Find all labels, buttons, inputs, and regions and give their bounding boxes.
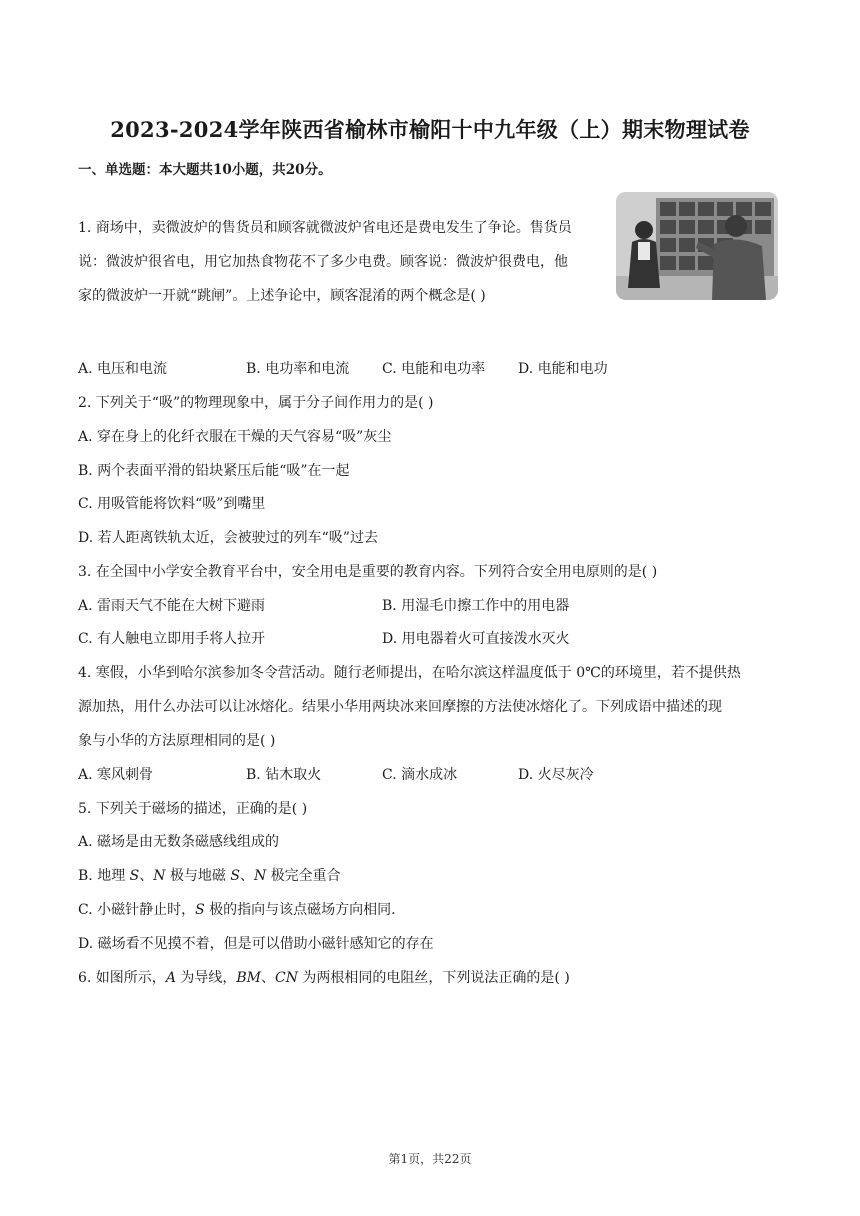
q4-line2: 源加热，用什么办法可以让冰熔化。结果小华用两块冰来回摩擦的方法使冰熔化了。下列成语中描述的现	[78, 699, 722, 715]
page-footer: 第1页，共22页	[388, 1152, 472, 1166]
q1-option-b[interactable]: B. 电功率和电流	[246, 361, 350, 377]
q6-text-1: 6. 如图所示，	[78, 970, 166, 986]
q3-option-d[interactable]: D. 用电器着火可直接泼水灭火	[382, 631, 570, 647]
q2-option-d[interactable]: D. 若人距离铁轨太近，会被驶过的列车“吸”过去	[78, 530, 378, 546]
q4-option-d[interactable]: D. 火尽灰冷	[518, 767, 594, 783]
q5-b-text-4: 、	[239, 868, 254, 884]
q6-text-3: 、	[261, 970, 276, 986]
q5-c-var-1: S	[195, 902, 205, 918]
q4-option-c[interactable]: C. 滴水成冰	[382, 767, 458, 783]
q2-option-a[interactable]: A. 穿在身上的化纤衣服在干燥的天气容易“吸”灰尘	[78, 429, 392, 445]
page-title: 2023-2024学年陕西省榆林市榆阳十中九年级（上）期末物理试卷	[110, 117, 750, 142]
q2-stem: 2. 下列关于“吸”的物理现象中，属于分子间作用力的是( )	[78, 395, 434, 411]
q5-option-b[interactable]	[78, 866, 341, 886]
q6-var-2: BM	[236, 970, 262, 986]
q3-stem: 3. 在全国中小学安全教育平台中，安全用电是重要的教育内容。下列符合安全用电原则的是( )	[78, 564, 658, 580]
q1-line3: 家的微波炉一开就“跳闸”。上述争论中，顾客混淆的两个概念是( )	[78, 288, 486, 304]
q1-line2: 说：微波炉很省电，用它加热食物花不了多少电费。顾客说：微波炉很费电，他	[78, 254, 568, 270]
q5-option-c[interactable]	[78, 900, 396, 920]
q4-option-a[interactable]: A. 寒风刺骨	[78, 767, 154, 783]
q5-stem: 5. 下列关于磁场的描述，正确的是( )	[78, 801, 308, 817]
shop-scene-illustration	[616, 192, 778, 300]
q5-b-var-1: S	[129, 868, 140, 884]
q4-option-b[interactable]: B. 钻木取火	[246, 767, 322, 783]
q5-b-text-2: 、	[139, 868, 154, 884]
q6-text-2: 为导线，	[175, 970, 237, 986]
q6-text-4: 为两根相同的电阻丝，下列说法正确的是( )	[297, 970, 570, 986]
q6-stem	[78, 968, 570, 988]
q5-b-text-1: B. 地理	[78, 868, 130, 884]
q2-option-c[interactable]: C. 用吸管能将饮料“吸”到嘴里	[78, 496, 266, 512]
q3-option-c[interactable]: C. 有人触电立即用手将人拉开	[78, 631, 266, 647]
q5-option-d[interactable]: D. 磁场看不见摸不着，但是可以借助小磁针感知它的存在	[78, 936, 434, 952]
q5-c-text-2: 极的指向与该点磁场方向相同.	[204, 902, 396, 918]
q6-var-3: CN	[275, 970, 298, 986]
q3-option-b[interactable]: B. 用湿毛巾擦工作中的用电器	[382, 598, 570, 614]
q5-b-var-4: N	[253, 868, 267, 884]
q4-line3: 象与小华的方法原理相同的是( )	[78, 733, 276, 749]
q1-option-a[interactable]: A. 电压和电流	[78, 361, 168, 377]
q5-b-text-3: 极与地磁	[165, 868, 231, 884]
q5-c-text-1: C. 小磁针静止时，	[78, 902, 196, 918]
q6-var-1: A	[165, 970, 176, 986]
q2-option-b[interactable]: B. 两个表面平滑的铅块紧压后能“吸”在一起	[78, 463, 350, 479]
q1-option-c[interactable]: C. 电能和电功率	[382, 361, 486, 377]
q1-option-d[interactable]: D. 电能和电功	[518, 361, 608, 377]
q5-option-a[interactable]: A. 磁场是由无数条磁感线组成的	[78, 834, 280, 850]
q3-option-a[interactable]: A. 雷雨天气不能在大树下避雨	[78, 598, 266, 614]
q1-line1: 1. 商场中，卖微波炉的售货员和顾客就微波炉省电还是费电发生了争论。售货员	[78, 220, 572, 236]
section-heading: 一、单选题：本大题共10小题，共20分。	[78, 162, 332, 178]
shop-scene-photo	[616, 192, 778, 300]
q4-line1: 4. 寒假，小华到哈尔滨参加冬令营活动。随行老师提出，在哈尔滨这样温度低于 0℃的环境里，若不提供热	[78, 665, 741, 681]
q5-b-var-2: N	[153, 868, 166, 884]
q5-b-var-3: S	[230, 868, 240, 884]
q5-b-text-5: 极完全重合	[266, 868, 341, 884]
